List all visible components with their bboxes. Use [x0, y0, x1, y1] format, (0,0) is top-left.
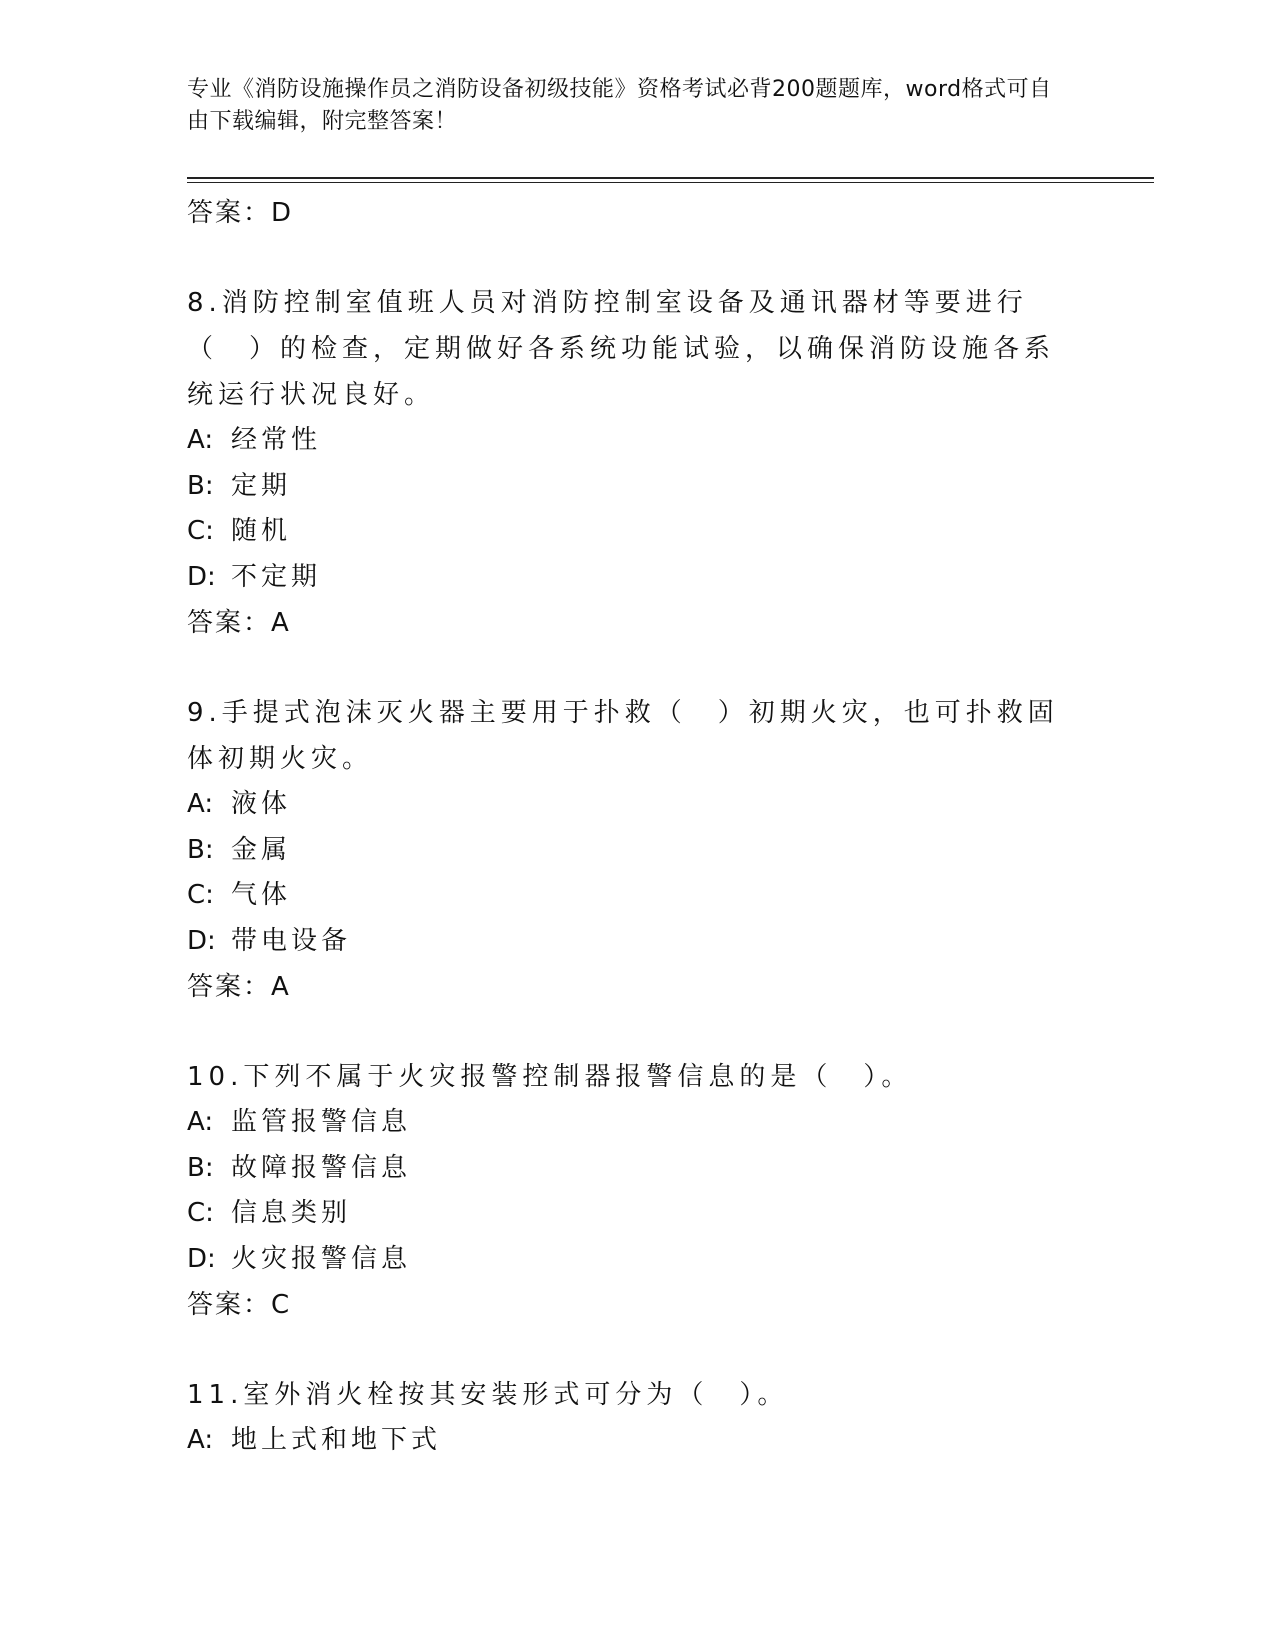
answer-line: 答案：A [187, 608, 291, 638]
question-item [187, 690, 1067, 1010]
option-b [187, 464, 1067, 510]
option-c [187, 1191, 1067, 1237]
option-key: C: [187, 1198, 214, 1228]
option-text: 故障报警信息 [231, 1152, 412, 1183]
option-key: A: [187, 425, 214, 455]
answer-line: 答案：A [187, 972, 291, 1002]
option-text: 液体 [231, 789, 292, 819]
option-text: 火灾报警信息 [231, 1243, 412, 1274]
question-text: 9.手提式泡沫灭火器主要用于扑救（ ）初期火灾，也可扑救固体初期火灾。 [187, 698, 1059, 774]
option-key: D: [187, 925, 216, 956]
option-a [187, 1418, 1067, 1464]
question-item [187, 280, 1067, 646]
option-key: A: [187, 789, 214, 819]
document-header: 专业《消防设施操作员之消防设备初级技能》资格考试必背200题题库，word格式可自由下载编辑，附完整答案！ [187, 77, 1052, 134]
answer-line: 答案：D [187, 198, 294, 228]
option-key: D: [187, 1243, 216, 1274]
option-d [187, 1237, 1067, 1283]
question-text: 8.消防控制室值班人员对消防控制室设备及通讯器材等要进行（ ）的检查，定期做好各系统功能试验，以确保消防设施各系统运行状况良好。 [187, 288, 1056, 410]
option-text: 信息类别 [231, 1198, 352, 1228]
option-text: 带电设备 [231, 925, 352, 956]
option-text: 金属 [231, 834, 292, 865]
question-item [187, 1372, 1067, 1464]
question-text: 11.室外消火栓按其安装形式可分为（ ）。 [187, 1380, 789, 1410]
option-key: B: [187, 1152, 214, 1183]
option-c [187, 509, 1067, 555]
option-key: A: [187, 1107, 214, 1137]
option-text: 定期 [231, 470, 292, 501]
question-list [187, 190, 1067, 1464]
option-text: 气体 [231, 880, 292, 910]
option-text: 地上式和地下式 [231, 1425, 442, 1455]
option-a [187, 782, 1067, 828]
option-key: C: [187, 880, 214, 910]
option-d [187, 555, 1067, 601]
option-key: D: [187, 561, 216, 592]
option-c [187, 873, 1067, 919]
header-divider-thin [187, 182, 1154, 183]
question-item [187, 1054, 1067, 1328]
option-text: 随机 [231, 516, 292, 546]
option-a [187, 1100, 1067, 1146]
option-b [187, 828, 1067, 874]
header-divider-thick [187, 177, 1154, 179]
option-key: A: [187, 1425, 214, 1455]
option-text: 经常性 [231, 425, 322, 455]
option-text: 不定期 [231, 561, 322, 592]
option-a [187, 418, 1067, 464]
option-key: B: [187, 470, 214, 501]
option-key: B: [187, 834, 214, 865]
option-text: 监管报警信息 [231, 1107, 412, 1137]
option-b [187, 1146, 1067, 1192]
question-text: 10.下列不属于火灾报警控制器报警信息的是（ ）。 [187, 1062, 913, 1092]
answer-line: 答案：C [187, 1290, 292, 1320]
option-key: C: [187, 516, 214, 546]
option-d [187, 919, 1067, 965]
